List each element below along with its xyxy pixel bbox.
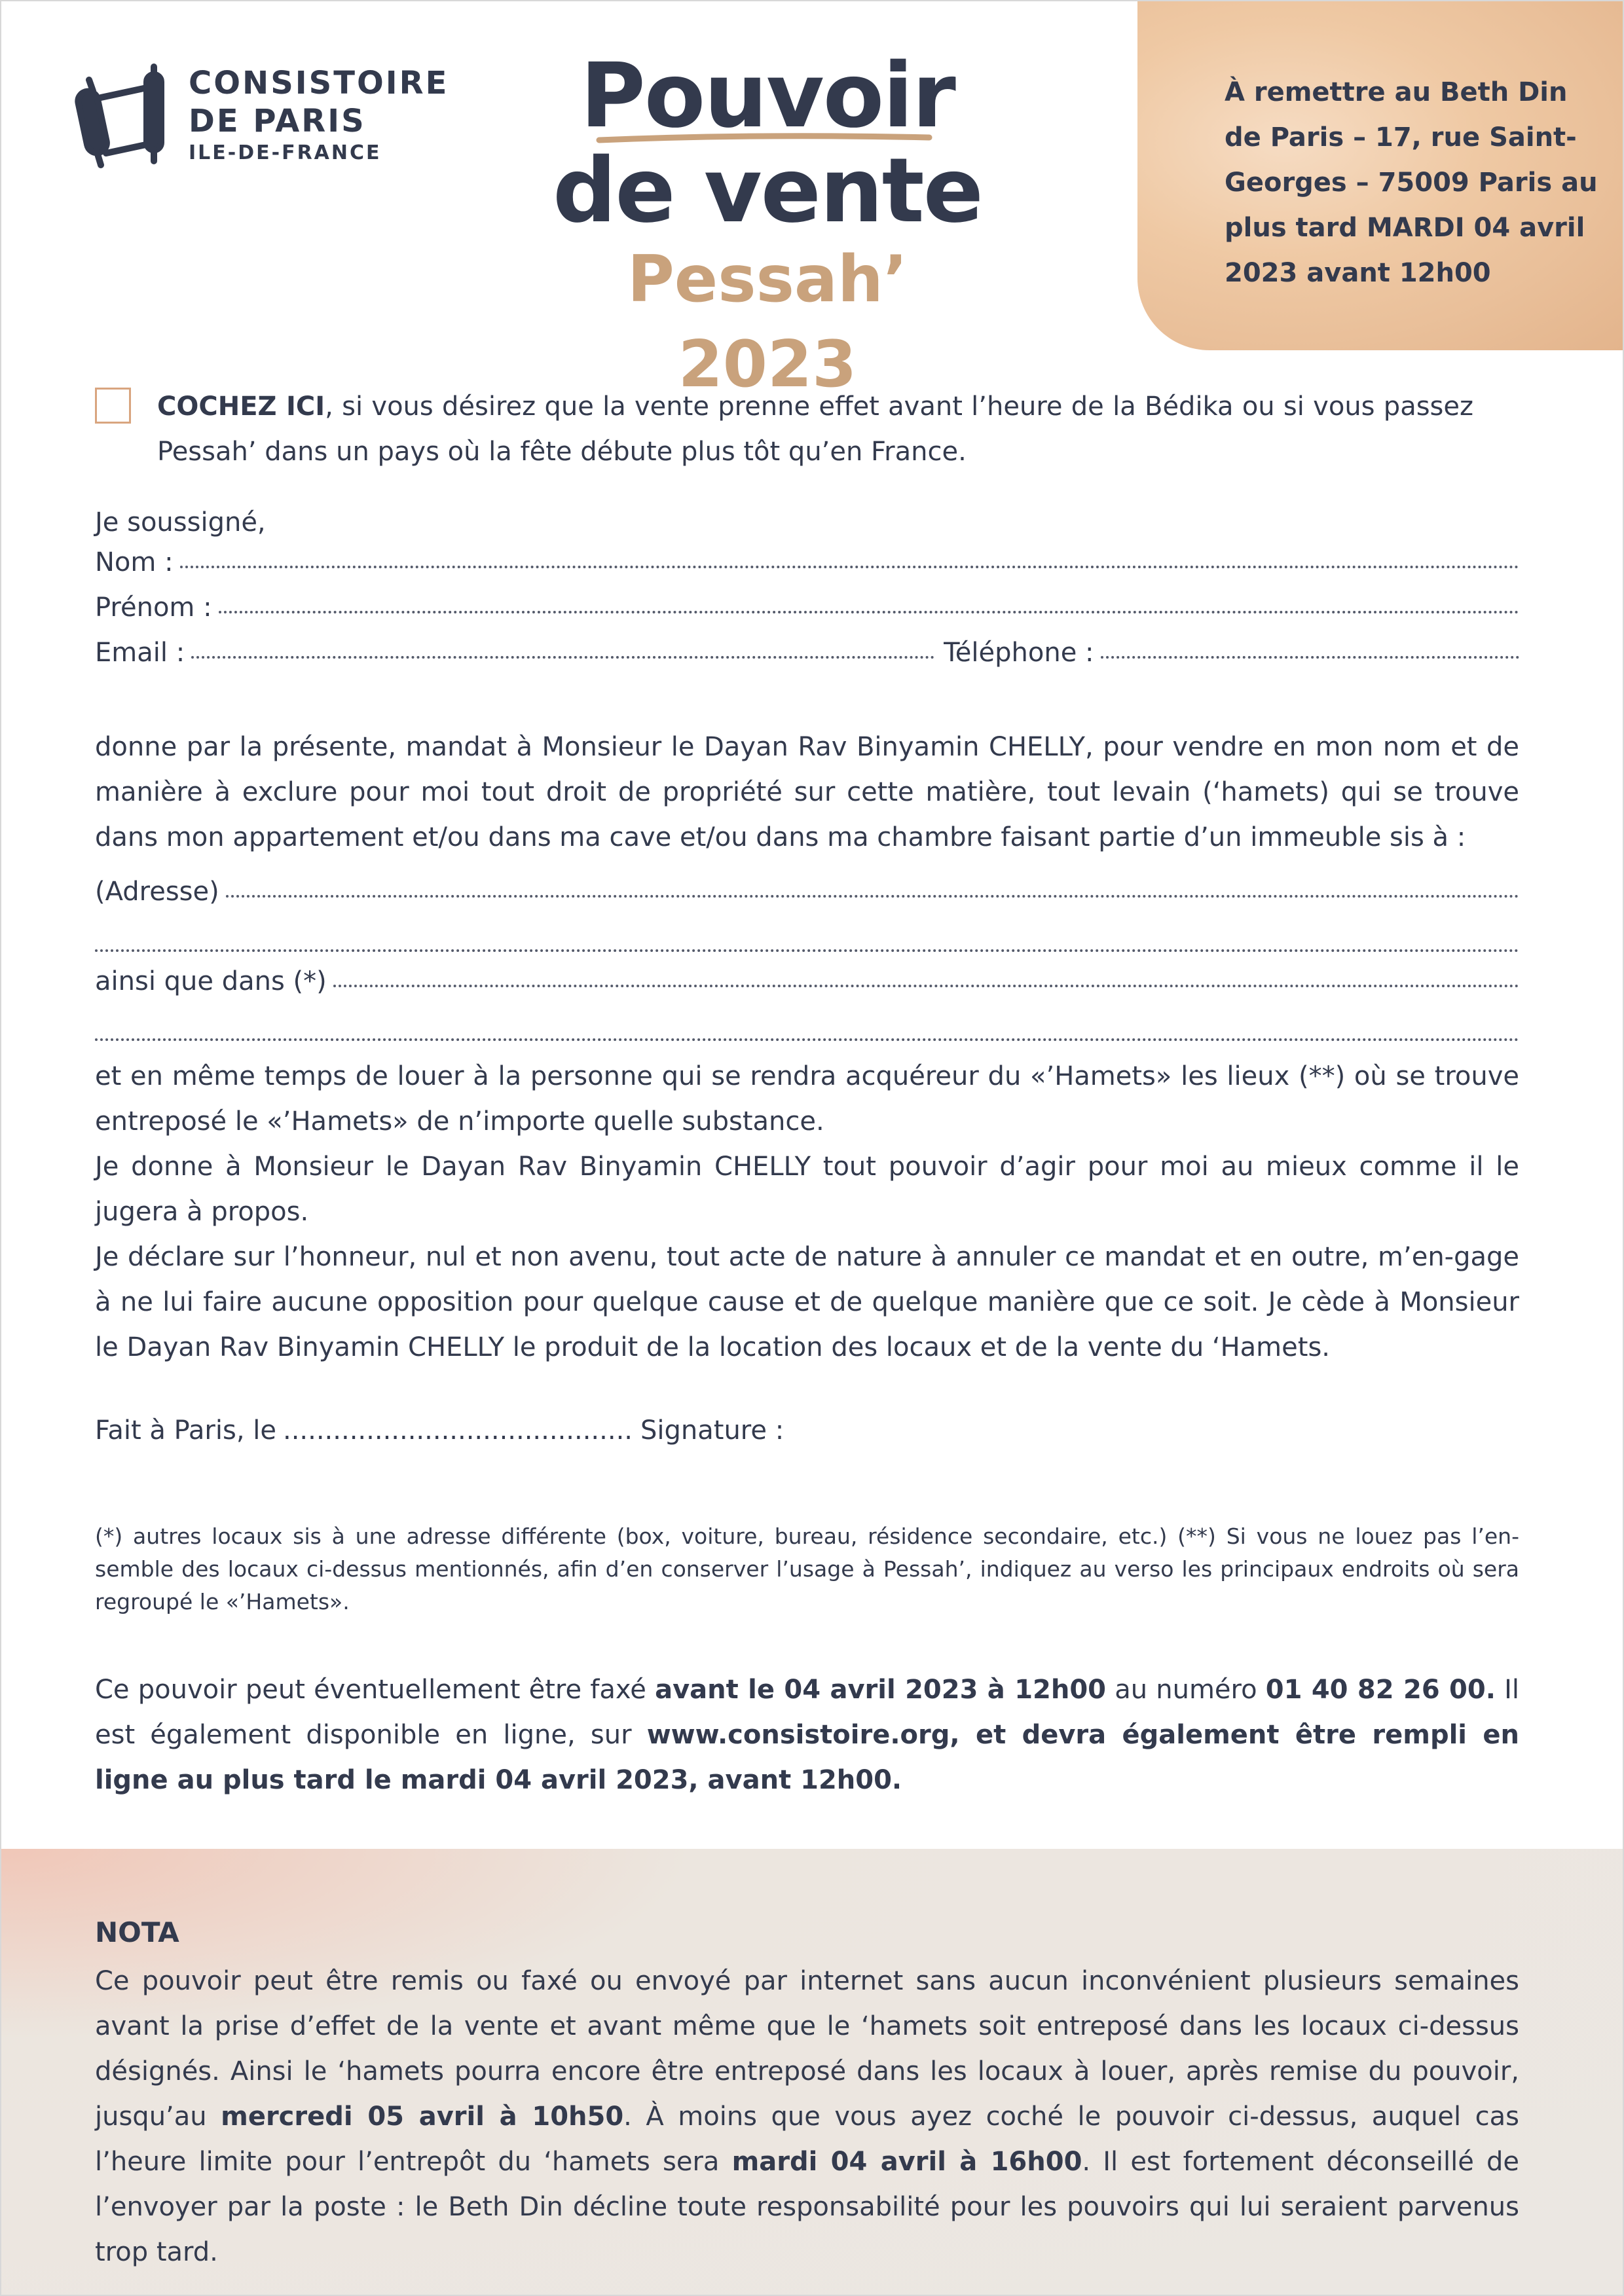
email-dotted-line[interactable] xyxy=(191,635,934,659)
checkbox-label-bold: COCHEZ ICI xyxy=(157,392,325,422)
declaration-paragraph: Je déclare sur l’honneur, nul et non avenu, tout acte de nature à annuler ce mandat et en outre, m’en-gage à ne lui faire aucune opposition pour quelque cause et de quelque manière que ce soit. Je cède à Monsieur le Dayan Rav Binyamin CHELLY le produit de la location des locaux et de la vente du ‘Hamets. xyxy=(95,1242,1519,1362)
nom-field[interactable] xyxy=(95,545,1519,590)
logo-line-2: DE PARIS xyxy=(189,103,366,139)
fax-online-info: www.consistoire.org, et devra également être rempli en ligne au plus tard le mardi 04 avril 2023, avant 12h00. xyxy=(95,1720,1519,1795)
fax-paragraph xyxy=(95,1667,1519,1803)
mandat-paragraph: donne par la présente, mandat à Monsieur le Dayan Rav Binyamin CHELLY, pour vendre en mon nom et de manière à exclure pour moi tout droit de propriété sur cette matière, tout levain (‘hamets) qui se trouve dans mon appartement et/ou dans ma cave et/ou dans ma chambre faisant partie d’un immeuble sis à : xyxy=(95,732,1519,852)
nota-title: NOTA xyxy=(95,1916,179,1948)
checkbox-label xyxy=(157,384,1473,475)
nota-text-2: . À moins que vous ayez coché le pouvoir ci-dessus, auquel cas l’heure limite pour l’entrepôt du ‘hamets sera xyxy=(95,2102,1519,2177)
intro-text: Je soussigné, xyxy=(95,507,266,538)
nom-label: Nom : xyxy=(95,547,174,577)
fait-label: Fait à Paris, le xyxy=(95,1415,276,1446)
title-line-2: de vente xyxy=(553,139,982,243)
ainsi-que-field[interactable] xyxy=(95,964,1519,1009)
nota-text-1: Ce pouvoir peut être remis ou faxé ou envoyé par internet sans aucun inconvénient plusieurs semaines avant la prise d’effet de la vente et avant même que le ‘hamets soit entreposé dans les locaux ci-dessus désignés. Ainsi le ‘hamets pourra encore être entreposé dans les locaux à louer, après remise du pouvoir, jusqu’au xyxy=(95,1966,1519,2132)
title-underline xyxy=(594,126,934,152)
torah-scroll-icon xyxy=(75,62,179,173)
footnote: (*) autres locaux sis à une adresse différente (box, voiture, bureau, résidence secondaire, etc.) (**) Si vous ne louez pas l’en-semble des locaux ci-dessus mentionnés, afin d’en conserver l’usage à Pessah’, indiquez au verso les principaux endroits où sera regroupé le «’Hamets». xyxy=(95,1523,1519,1614)
fax-text-3: Il est également disponible en ligne, sur xyxy=(95,1675,1520,1750)
ainsi-que-dotted-line[interactable] xyxy=(333,964,1519,987)
notice-text: À remettre au Beth Din de Paris – 17, rue Saint-Georges – 75009 Paris au plus tard MARDI 04 avril 2023 avant 12h00 xyxy=(1225,77,1598,288)
pouvoir-paragraph: Je donne à Monsieur le Dayan Rav Binyamin CHELLY tout pouvoir d’agir pour moi au mieux comme il le jugera à propos. xyxy=(95,1152,1519,1227)
nota-deadline-2: mardi 04 avril à 16h00 xyxy=(731,2147,1082,2177)
title-line-3: Pessah’ 2023 xyxy=(627,242,908,402)
fax-number: 01 40 82 26 00. xyxy=(1265,1675,1496,1705)
prenom-dotted-line[interactable] xyxy=(219,590,1519,613)
telephone-label: Téléphone : xyxy=(944,638,1094,668)
nota-deadline-1: mercredi 05 avril à 10h50 xyxy=(221,2102,624,2132)
nom-dotted-line[interactable] xyxy=(180,545,1519,568)
location-paragraph: et en même temps de louer à la personne qui se rendra acquéreur du «’Hamets» les lieux (**) où se trouve entreposé le «’Hamets» de n’importe quelle substance. xyxy=(95,1061,1519,1137)
consistoire-logo xyxy=(75,62,449,173)
nota-text-3: . Il est fortement déconseillé de l’envoyer par la poste : le Beth Din décline toute responsabilité pour les pouvoirs qui lui seraient parvenus trop tard. xyxy=(95,2147,1519,2267)
logo-line-1: CONSISTOIRE xyxy=(189,65,449,101)
email-label: Email : xyxy=(95,638,185,668)
email-phone-row xyxy=(95,635,1519,680)
title-pouvoir: Pouvoir xyxy=(580,45,955,148)
ainsi-que-dotted-line-2[interactable] xyxy=(95,1038,1519,1041)
checkbox-label-text: , si vous désirez que la vente prenne effet avant l’heure de la Bédika ou si vous passez Pessah’ dans un pays où la fête débute plus tôt qu’en France. xyxy=(157,392,1473,467)
adresse-label: (Adresse) xyxy=(95,877,219,907)
prenom-field[interactable] xyxy=(95,590,1519,635)
title-line-1 xyxy=(538,45,997,148)
adresse-dotted-line[interactable] xyxy=(226,874,1519,898)
fax-text-1: Ce pouvoir peut éventuellement être faxé xyxy=(95,1675,655,1705)
fax-text-2: au numéro xyxy=(1106,1675,1266,1705)
adresse-dotted-line-2[interactable] xyxy=(95,949,1519,952)
fax-deadline: avant le 04 avril 2023 à 12h00 xyxy=(655,1675,1107,1705)
telephone-dotted-line[interactable] xyxy=(1101,635,1519,659)
early-sale-checkbox[interactable] xyxy=(95,388,131,424)
notice-box xyxy=(1137,1,1624,350)
date-dotted-line[interactable]: .......................................... xyxy=(282,1415,633,1446)
signature-label: Signature : xyxy=(640,1415,784,1446)
date-signature-row xyxy=(95,1415,1519,1461)
adresse-field[interactable] xyxy=(95,874,1519,919)
ainsi-que-label: ainsi que dans (*) xyxy=(95,966,327,996)
nota-paragraph xyxy=(95,1959,1519,2275)
prenom-label: Prénom : xyxy=(95,592,212,623)
logo-line-3: ILE-DE-FRANCE xyxy=(189,141,382,164)
document-title xyxy=(538,47,997,407)
